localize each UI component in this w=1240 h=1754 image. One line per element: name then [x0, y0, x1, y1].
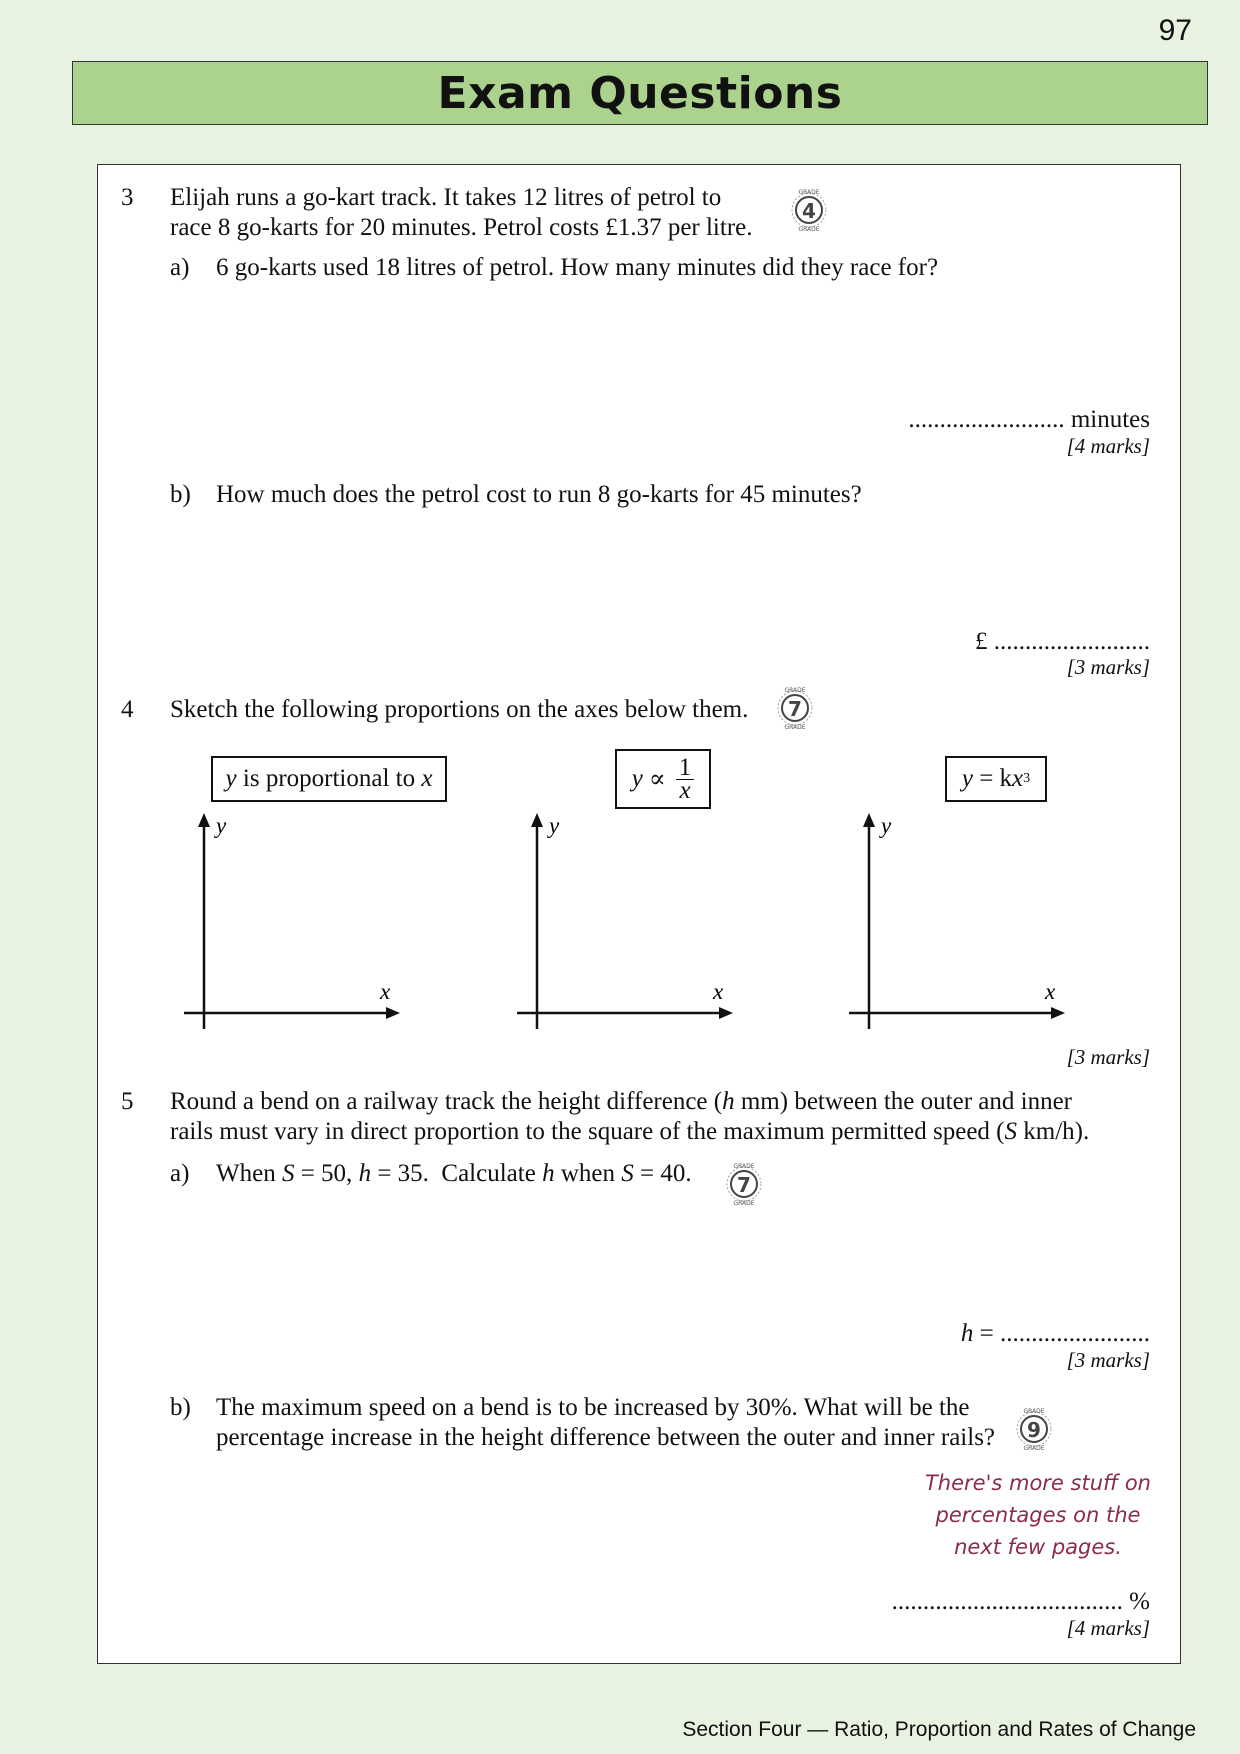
- question-3b-text: How much does the petrol cost to run 8 go-karts for 45 minutes?: [216, 481, 862, 508]
- margin-note: [918, 1467, 1158, 1563]
- q5a-t1: When: [216, 1160, 282, 1187]
- q5a-h1: h: [358, 1160, 372, 1187]
- proportion-box-cubic: [945, 756, 1047, 802]
- question-5a-label: a): [170, 1160, 190, 1187]
- box3-exponent: 3: [1023, 771, 1031, 786]
- question-3-text-line1: Elijah runs a go-kart track. It takes 12 litres of petrol to: [170, 184, 722, 211]
- grade-label: GRADE: [1023, 1408, 1045, 1415]
- grade-label: GRADE: [733, 1163, 755, 1170]
- grade-label: GRADE: [784, 687, 806, 694]
- box3-eq: = k: [972, 765, 1013, 792]
- box2-proportional-symbol: ∝: [648, 766, 666, 793]
- grade-label: GRADE: [784, 724, 806, 731]
- q5a-answer-dots: = ........................: [973, 1320, 1150, 1347]
- question-5a-marks: [3 marks]: [1066, 1348, 1150, 1372]
- axis-y-label: y: [216, 813, 227, 838]
- q5a-s2: S: [621, 1160, 634, 1187]
- question-4-number: 4: [121, 696, 134, 723]
- grade-label: GRADE: [1023, 1445, 1045, 1452]
- question-3a-answer-line[interactable]: ......................... minutes: [908, 406, 1150, 433]
- q5-line2-part2: km/h).: [1017, 1118, 1090, 1145]
- question-5-text-line1: [170, 1087, 1072, 1117]
- grade-4-badge-icon: [786, 187, 832, 233]
- question-3a-marks: [4 marks]: [1066, 434, 1150, 458]
- grade-7-value: 7: [788, 697, 802, 721]
- axis-x-label: x: [713, 979, 724, 1004]
- page-title: Exam Questions: [437, 67, 843, 119]
- axis-y-label: y: [881, 813, 892, 838]
- sketch-axes-2[interactable]: [517, 813, 747, 1043]
- title-banner: [72, 61, 1208, 125]
- page-footer: Section Four — Ratio, Proportion and Rates of Change: [682, 1718, 1196, 1741]
- grade-label: GRADE: [798, 226, 820, 233]
- grade-4-value: 4: [802, 199, 816, 223]
- question-4-marks: [3 marks]: [1066, 1045, 1150, 1069]
- question-5-text-line2: [170, 1117, 1089, 1147]
- question-3-text-line2: race 8 go-karts for 20 minutes. Petrol costs £1.37 per litre.: [170, 214, 753, 241]
- grade-7-badge-icon: [721, 1161, 767, 1207]
- box2-numerator: 1: [676, 757, 695, 780]
- q5-line1-part1: Round a bend on a railway track the height difference (: [170, 1088, 723, 1115]
- sketch-axes-3[interactable]: [849, 813, 1079, 1043]
- margin-note-line2: percentages on the: [935, 1503, 1141, 1527]
- axis-y-label: y: [549, 813, 560, 838]
- q5-line2-s: S: [1004, 1118, 1018, 1145]
- question-3b-label: b): [170, 481, 191, 508]
- grade-7-value: 7: [737, 1173, 751, 1197]
- q5a-answer-var: h: [960, 1320, 974, 1347]
- grade-9-value: 9: [1027, 1418, 1041, 1442]
- q5a-t4: when: [554, 1160, 622, 1187]
- grade-9-badge-icon: [1011, 1406, 1057, 1452]
- box2-fraction: [676, 753, 695, 804]
- question-5b-answer-line[interactable]: ..................................... %: [891, 1588, 1150, 1615]
- question-4-text: Sketch the following proportions on the axes below them.: [170, 696, 749, 723]
- question-5-number: 5: [121, 1088, 134, 1115]
- box1-x: x: [421, 765, 433, 792]
- question-5b-label: b): [170, 1394, 191, 1421]
- question-5b-text-line1: The maximum speed on a bend is to be increased by 30%. What will be the: [216, 1394, 970, 1421]
- grade-label: GRADE: [733, 1200, 755, 1207]
- q5-line1-h: h: [722, 1088, 735, 1115]
- box3-y: y: [961, 765, 973, 792]
- proportion-box-inverse: [615, 749, 711, 809]
- box2-y: y: [631, 765, 643, 792]
- margin-note-line1: There's more stuff on: [924, 1471, 1151, 1495]
- axis-x-label: x: [380, 979, 391, 1004]
- q5a-t3: = 35. Calculate: [371, 1160, 543, 1187]
- box2-denominator: x: [679, 776, 691, 804]
- grade-7-badge-icon: [772, 685, 818, 731]
- box3-x: x: [1012, 765, 1024, 792]
- page-number: 97: [1158, 14, 1192, 47]
- axis-x-label: x: [1045, 979, 1056, 1004]
- question-5a-text: [216, 1159, 692, 1189]
- question-3a-text: 6 go-karts used 18 litres of petrol. How many minutes did they race for?: [216, 254, 939, 281]
- margin-note-line3: next few pages.: [954, 1535, 1122, 1559]
- q5a-t5: = 40.: [633, 1160, 692, 1187]
- question-sheet: [97, 164, 1181, 1664]
- grade-label: GRADE: [798, 189, 820, 196]
- sketch-axes-1[interactable]: [184, 813, 414, 1043]
- box1-text: is proportional to: [236, 765, 422, 792]
- question-3a-label: a): [170, 254, 190, 281]
- q5a-h2: h: [542, 1160, 555, 1187]
- question-3b-answer-line[interactable]: £ .........................: [975, 628, 1150, 655]
- question-5b-text-line2: percentage increase in the height difference between the outer and inner rails?: [216, 1424, 996, 1451]
- q5-line2-part1: rails must vary in direct proportion to the square of the maximum permitted speed (: [170, 1118, 1005, 1145]
- q5-line1-part2: mm) between the outer and inner: [734, 1088, 1072, 1115]
- q5a-s1: S: [281, 1160, 295, 1187]
- box1-y: y: [225, 765, 237, 792]
- q5a-t2: = 50,: [294, 1160, 359, 1187]
- question-5b-marks: [4 marks]: [1066, 1616, 1150, 1640]
- proportion-box-linear: [211, 756, 447, 802]
- question-3b-marks: [3 marks]: [1066, 655, 1150, 679]
- question-3-number: 3: [121, 184, 134, 211]
